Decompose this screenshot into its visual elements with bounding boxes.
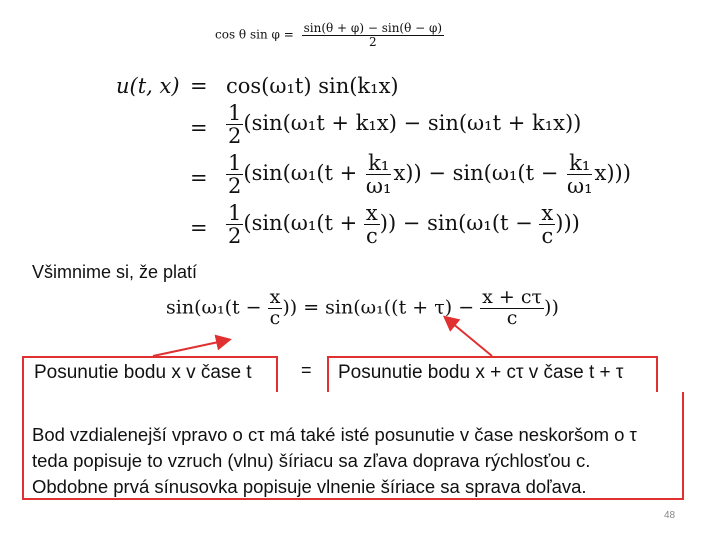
row-1-eq: =	[190, 74, 208, 98]
paragraph-line-3: Obdobne prvá sínusovka popisuje vlnenie šíriace sa sprava doľava.	[32, 476, 587, 497]
row-4-eq: =	[190, 216, 208, 240]
identity-lhs: cos θ sin φ =	[215, 27, 294, 42]
row-2-body: $\frac{1}{2}$ (sin(ω₁t + k₁x) − sin(ω₁t + k₁x))	[228, 101, 582, 149]
page-number: 48	[664, 510, 676, 521]
shift-relation: sin(ω₁(t − $\frac{x}{c}$ )) = sin(ω₁((t + τ) − $\frac{x + c\tau}{c}$ ))	[166, 286, 559, 329]
half-fraction: $\frac{1}{2}$	[228, 101, 242, 149]
note-text: Všimnime si, že platí	[32, 262, 198, 282]
row-2-eq: =	[190, 116, 208, 140]
row-3-body: $\frac{1}{2}$ (sin(ω₁(t + $\frac{\text{k₁}}{\text{ω₁}}$ x)) − sin(ω₁(t − $\frac{\text{k₁}}{\text{ω₁}}$ x)))	[228, 151, 631, 199]
identity-denominator: 2	[369, 34, 377, 49]
half-fraction: $\frac{1}{2}$	[228, 201, 242, 249]
arrow-right	[446, 318, 492, 356]
paragraph-line-2: teda popisuje to vzruch (vlnu) šíriacu sa zľava doprava rýchlosťou c.	[32, 450, 591, 471]
identity-numerator: sin(θ + φ) − sin(θ − φ)	[303, 21, 443, 35]
derivation-lhs: u(t, x)	[116, 74, 180, 98]
row-1-body: cos(ω₁t) sin(k₁x)	[226, 74, 399, 98]
boxes-equals: =	[301, 360, 312, 380]
paragraph-line-1: Bod vzdialenejší vpravo o cτ má také isté posunutie v čase neskoršom o τ	[32, 424, 637, 445]
box-right-text: Posunutie bodu x + cτ v čase t + τ	[338, 362, 624, 383]
half-fraction: $\frac{1}{2}$	[228, 151, 242, 199]
row-4-body: $\frac{1}{2}$ (sin(ω₁(t + $\frac{x}{c}$ )) − sin(ω₁(t − $\frac{x}{c}$ )))	[228, 201, 580, 249]
explanation-paragraph	[32, 422, 682, 500]
row-3-eq: =	[190, 166, 208, 190]
arrow-left	[153, 340, 228, 356]
box-left-text: Posunutie bodu x v čase t	[34, 362, 252, 383]
